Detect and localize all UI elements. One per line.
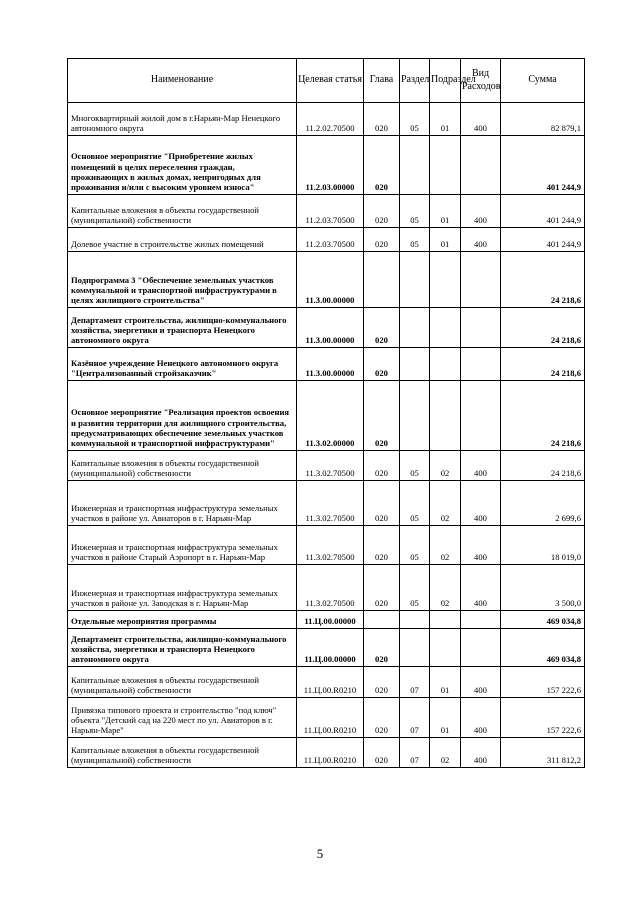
row-section [400, 611, 430, 629]
row-subsection: 02 [430, 481, 461, 526]
table-row [68, 252, 585, 308]
table-row [68, 481, 585, 526]
row-subsection: 02 [430, 738, 461, 768]
row-subsection: 01 [430, 667, 461, 698]
row-subsection [430, 136, 461, 195]
row-amount: 2 699,6 [501, 481, 585, 526]
row-expense-type: 400 [461, 698, 501, 738]
row-section: 05 [400, 195, 430, 228]
row-name: Департамент строительства, жилищно-коммунального хозяйства, энергетики и транспорта Ненецкого автономного округа [68, 629, 297, 667]
row-amount: 3 500,0 [501, 565, 585, 611]
table-header [68, 59, 585, 103]
row-chapter [364, 252, 400, 308]
row-section: 07 [400, 698, 430, 738]
row-section: 05 [400, 526, 430, 565]
row-expense-type: 400 [461, 526, 501, 565]
row-subsection: 02 [430, 526, 461, 565]
row-subsection: 02 [430, 565, 461, 611]
row-name: Основное мероприятие "Реализация проектов освоения и развития территории для жилищного строительства, предусматривающих обеспечение земельных участков коммунальной и транспортной инфраструктурами" [68, 381, 297, 451]
header-amount: Сумма [501, 59, 585, 103]
row-expense-type [461, 629, 501, 667]
row-expense-type: 400 [461, 481, 501, 526]
row-amount: 24 218,6 [501, 308, 585, 348]
row-name: Отдельные мероприятия программы [68, 611, 297, 629]
row-chapter: 020 [364, 136, 400, 195]
table-row [68, 526, 585, 565]
row-name: Инженерная и транспортная инфраструктура земельных участков в районе ул. Заводская в г. Нарьян-Мар [68, 565, 297, 611]
row-target-article: 11.2.03.00000 [297, 136, 364, 195]
table-row [68, 308, 585, 348]
row-chapter: 020 [364, 308, 400, 348]
row-expense-type [461, 136, 501, 195]
row-chapter: 020 [364, 228, 400, 252]
row-target-article: 11.3.00.00000 [297, 252, 364, 308]
header-expense-type: Вид Расходов [461, 59, 501, 103]
row-target-article: 11.3.02.70500 [297, 526, 364, 565]
row-chapter: 020 [364, 348, 400, 381]
row-chapter: 020 [364, 451, 400, 481]
row-chapter: 020 [364, 565, 400, 611]
row-section: 05 [400, 103, 430, 136]
table-row [68, 103, 585, 136]
table-row [68, 698, 585, 738]
row-subsection [430, 308, 461, 348]
row-amount: 401 244,9 [501, 195, 585, 228]
row-section [400, 308, 430, 348]
row-section [400, 629, 430, 667]
row-subsection: 01 [430, 195, 461, 228]
row-section [400, 252, 430, 308]
row-expense-type [461, 252, 501, 308]
row-target-article: 11.3.02.70500 [297, 565, 364, 611]
table-row [68, 381, 585, 451]
row-section: 05 [400, 481, 430, 526]
row-chapter: 020 [364, 103, 400, 136]
row-target-article: 11.Ц.00.R0210 [297, 738, 364, 768]
table-row [68, 611, 585, 629]
row-subsection [430, 611, 461, 629]
row-amount: 401 244,9 [501, 136, 585, 195]
table-row [68, 195, 585, 228]
row-amount: 18 019,0 [501, 526, 585, 565]
row-amount: 24 218,6 [501, 348, 585, 381]
row-expense-type: 400 [461, 195, 501, 228]
row-section [400, 381, 430, 451]
row-name: Инженерная и транспортная инфраструктура земельных участков в районе ул. Авиаторов в г. Нарьян-Мар [68, 481, 297, 526]
table-row [68, 629, 585, 667]
row-target-article: 11.3.00.00000 [297, 348, 364, 381]
table-body [68, 103, 585, 768]
table-row [68, 136, 585, 195]
table-row [68, 348, 585, 381]
row-chapter: 020 [364, 381, 400, 451]
header-chapter: Глава [364, 59, 400, 103]
header-subsection: Подраздел [430, 59, 461, 103]
row-target-article: 11.Ц.00.00000 [297, 629, 364, 667]
row-chapter: 020 [364, 195, 400, 228]
row-target-article: 11.3.02.70500 [297, 481, 364, 526]
row-target-article: 11.3.02.70500 [297, 451, 364, 481]
row-name: Основное мероприятие "Приобретение жилых помещений в целях переселения граждан, проживающих в жилых домах, непригодных для проживания и/или с высоким уровнем износа" [68, 136, 297, 195]
table-row [68, 228, 585, 252]
table-row [68, 667, 585, 698]
row-target-article: 11.2.02.70500 [297, 103, 364, 136]
row-chapter: 020 [364, 481, 400, 526]
row-amount: 157 222,6 [501, 667, 585, 698]
row-name: Капитальные вложения в объекты государственной (муниципальной) собственности [68, 195, 297, 228]
row-expense-type: 400 [461, 228, 501, 252]
row-subsection [430, 252, 461, 308]
row-chapter: 020 [364, 667, 400, 698]
row-section [400, 348, 430, 381]
row-amount: 82 879,1 [501, 103, 585, 136]
row-name: Капитальные вложения в объекты государственной (муниципальной) собственности [68, 451, 297, 481]
row-name: Инженерная и транспортная инфраструктура земельных участков в районе Старый Аэропорт в г. Нарьян-Мар [68, 526, 297, 565]
table-row [68, 451, 585, 481]
row-subsection [430, 348, 461, 381]
row-amount: 157 222,6 [501, 698, 585, 738]
row-name: Казённое учреждение Ненецкого автономного округа "Централизованный стройзаказчик" [68, 348, 297, 381]
row-section: 05 [400, 451, 430, 481]
row-section: 07 [400, 667, 430, 698]
row-expense-type [461, 611, 501, 629]
row-subsection: 01 [430, 103, 461, 136]
row-target-article: 11.Ц.00.00000 [297, 611, 364, 629]
page-number: 5 [316, 846, 324, 861]
row-amount: 24 218,6 [501, 252, 585, 308]
row-chapter: 020 [364, 698, 400, 738]
row-amount: 469 034,8 [501, 611, 585, 629]
row-amount: 469 034,8 [501, 629, 585, 667]
row-subsection [430, 381, 461, 451]
row-target-article: 11.3.00.00000 [297, 308, 364, 348]
row-amount: 24 218,6 [501, 451, 585, 481]
row-name: Капитальные вложения в объекты государственной (муниципальной) собственности [68, 738, 297, 768]
row-expense-type [461, 348, 501, 381]
row-name: Капитальные вложения в объекты государственной (муниципальной) собственности [68, 667, 297, 698]
row-section: 05 [400, 228, 430, 252]
row-target-article: 11.Ц.00.R0210 [297, 667, 364, 698]
row-subsection [430, 629, 461, 667]
row-expense-type [461, 308, 501, 348]
row-name: Департамент строительства, жилищно-коммунального хозяйства, энергетики и транспорта Ненецкого автономного округа [68, 308, 297, 348]
row-chapter: 020 [364, 629, 400, 667]
row-amount: 24 218,6 [501, 381, 585, 451]
row-chapter [364, 611, 400, 629]
row-section [400, 136, 430, 195]
row-target-article: 11.Ц.00.R0210 [297, 698, 364, 738]
row-name: Многоквартирный жилой дом в г.Нарьян-Мар Ненецкого автономного округа [68, 103, 297, 136]
row-name: Подпрограмма 3 "Обеспечение земельных участков коммунальной и транспортной инфраструктурами в целях жилищного строительства" [68, 252, 297, 308]
row-target-article: 11.2.03.70500 [297, 195, 364, 228]
row-expense-type: 400 [461, 667, 501, 698]
row-expense-type: 400 [461, 103, 501, 136]
row-subsection: 01 [430, 228, 461, 252]
row-subsection: 01 [430, 698, 461, 738]
row-subsection: 02 [430, 451, 461, 481]
row-amount: 311 812,2 [501, 738, 585, 768]
table-row [68, 565, 585, 611]
row-expense-type: 400 [461, 738, 501, 768]
row-name: Долевое участие в строительстве жилых помещений [68, 228, 297, 252]
row-name: Привязка типового проекта и строительство "под ключ" объекта "Детский сад на 220 мест по ул. Авиаторов в г. Нарьян-Маре" [68, 698, 297, 738]
table-row [68, 738, 585, 768]
header-name: Наименование [68, 59, 297, 103]
row-section: 05 [400, 565, 430, 611]
row-target-article: 11.3.02.00000 [297, 381, 364, 451]
row-chapter: 020 [364, 738, 400, 768]
header-section: Раздел [400, 59, 430, 103]
row-expense-type [461, 381, 501, 451]
row-expense-type: 400 [461, 565, 501, 611]
row-chapter: 020 [364, 526, 400, 565]
budget-table [67, 58, 585, 768]
row-amount: 401 244,9 [501, 228, 585, 252]
header-target-article: Целевая статья [297, 59, 364, 103]
row-target-article: 11.2.03.70500 [297, 228, 364, 252]
row-expense-type: 400 [461, 451, 501, 481]
row-section: 07 [400, 738, 430, 768]
